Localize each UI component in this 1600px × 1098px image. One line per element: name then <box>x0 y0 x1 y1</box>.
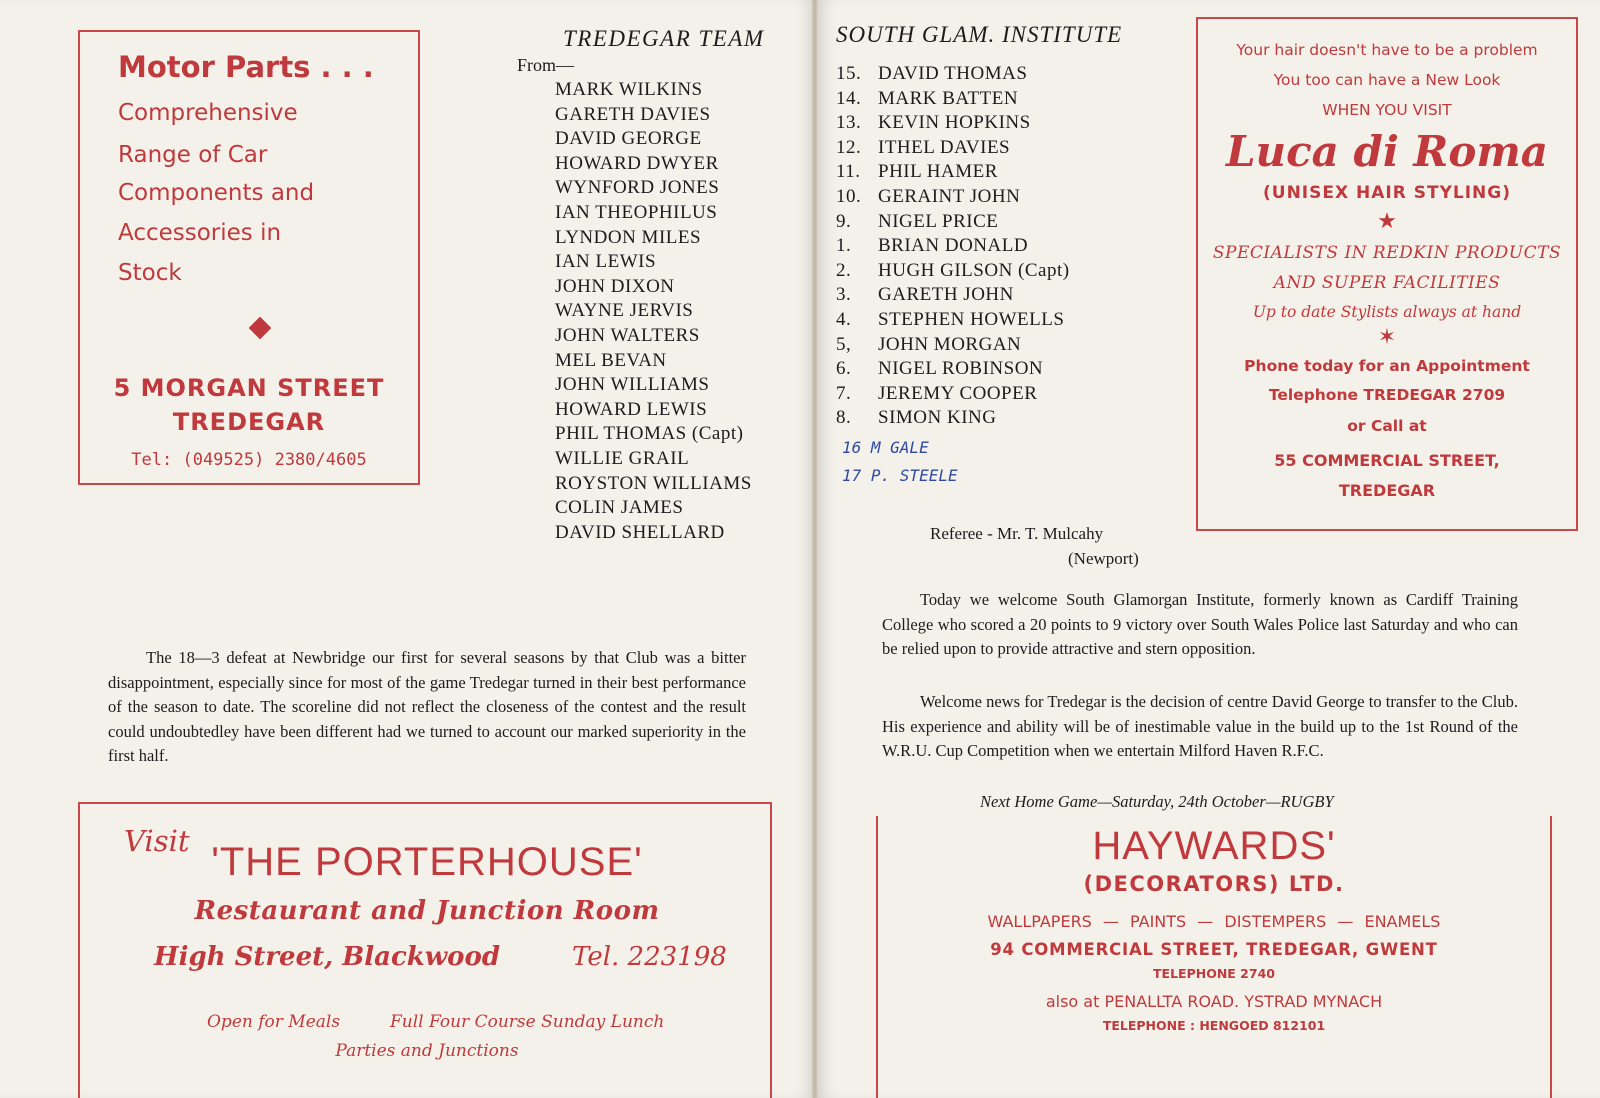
player-number: 11. <box>836 161 861 183</box>
luca-or: or Call at <box>1347 417 1427 435</box>
luca-line-2: You too can have a New Look <box>1273 71 1501 89</box>
tredegar-player: JOHN WILLIAMS <box>555 374 710 396</box>
luca-facilities: AND SUPER FACILITIES <box>1273 273 1501 293</box>
tredegar-player: COLIN JAMES <box>555 497 684 519</box>
motor-parts-line: Components and <box>118 180 315 206</box>
player-number: 8. <box>836 407 852 429</box>
referee-line: Referee - Mr. T. Mulcahy <box>930 524 1104 543</box>
player-number: 7. <box>836 382 852 404</box>
south-glam-player-list <box>836 62 1070 431</box>
referee-club: (Newport) <box>1068 549 1139 568</box>
south-glam-player <box>836 333 1070 358</box>
tredegar-player: LYNDON MILES <box>555 226 702 248</box>
player-name: JEREMY COOPER <box>878 382 1038 404</box>
left-match-report: The 18—3 defeat at Newbridge our first for several seasons by that Club was a bitter disappointment, especially since for most of the game Tredegar turned in their best performance of the season to date. The scoreline did not reflect the closeness of the contest and the result could undoubtedley have been different had we turned to account our marked superiority in the first half. <box>108 648 746 766</box>
tredegar-player: DAVID SHELLARD <box>555 521 725 543</box>
south-glam-player <box>836 283 1070 308</box>
porterhouse-parties: Parties and Junctions <box>335 1041 519 1061</box>
south-glam-player <box>836 308 1070 333</box>
player-number: 6. <box>836 358 852 380</box>
player-name: BRIAN DONALD <box>878 235 1029 257</box>
south-glam-player <box>836 234 1070 259</box>
player-name: HUGH GILSON (Capt) <box>878 259 1070 281</box>
haywards-products: WALLPAPERS — PAINTS — DISTEMPERS — ENAMELS <box>987 912 1441 931</box>
player-name: ITHEL DAVIES <box>878 136 1011 158</box>
player-number: 14. <box>836 87 862 109</box>
player-number: 9. <box>836 210 852 232</box>
player-name: JOHN MORGAN <box>878 333 1022 355</box>
tredegar-player: ROYSTON WILLIAMS <box>555 472 752 494</box>
south-glam-player <box>836 210 1070 235</box>
tredegar-team-title: TREDEGAR TEAM <box>563 26 765 51</box>
motor-parts-tel: Tel: (049525) 2380/4605 <box>131 450 367 470</box>
tredegar-from: From— <box>517 55 575 75</box>
porterhouse-subtitle: Restaurant and Junction Room <box>194 896 660 926</box>
handwritten-sub-17: 17 P. STEELE <box>842 466 958 485</box>
motor-parts-address-1: 5 MORGAN STREET <box>113 374 385 402</box>
tredegar-player: IAN LEWIS <box>555 251 657 273</box>
tredegar-player: MARK WILKINS <box>555 79 703 100</box>
motor-parts-line: Range of Car <box>118 142 268 168</box>
porterhouse-visit: Visit <box>124 824 190 858</box>
player-name: STEPHEN HOWELLS <box>878 308 1065 330</box>
motor-parts-line: Comprehensive <box>118 100 298 126</box>
player-number: 15. <box>836 63 862 84</box>
luca-specialists: SPECIALISTS IN REDKIN PRODUCTS <box>1212 243 1562 263</box>
haywards-ad <box>876 816 1552 1098</box>
haywards-address: 94 COMMERCIAL STREET, TREDEGAR, GWENT <box>990 940 1438 959</box>
south-glam-player <box>836 87 1070 112</box>
right-report-p2: Welcome news for Tredegar is the decision of centre David George to transfer to the Club. His experience and ability will be of inestimable value in the build up to the 1st Round of the W.R.U. Cup Competition when we entertain Milford Haven R.F.C. <box>882 692 1518 761</box>
luca-line-3: WHEN YOU VISIT <box>1322 101 1452 119</box>
haywards-branch-telephone: TELEPHONE : HENGOED 812101 <box>1102 1018 1326 1033</box>
tredegar-player: MEL BEVAN <box>555 349 667 371</box>
motor-parts-address-2: TREDEGAR <box>172 408 326 436</box>
porterhouse-address: High Street, Blackwood <box>154 942 501 972</box>
luca-phone-2: Telephone TREDEGAR 2709 <box>1268 386 1506 404</box>
motor-parts-title: Motor Parts . . . <box>118 50 374 84</box>
star-icon: ✶ <box>1377 325 1397 350</box>
south-glam-title: SOUTH GLAM. INSTITUTE <box>836 22 1123 47</box>
tredegar-player: DAVID GEORGE <box>555 128 702 150</box>
tredegar-player: PHIL THOMAS (Capt) <box>555 423 744 445</box>
tredegar-player: JOHN DIXON <box>555 275 675 297</box>
tredegar-player: HOWARD LEWIS <box>555 398 708 420</box>
porterhouse-lunch: Full Four Course Sunday Lunch <box>390 1012 665 1032</box>
player-number: 5, <box>836 333 852 355</box>
porterhouse-tel: Tel. 223198 <box>572 942 727 972</box>
south-glam-player <box>836 160 1070 185</box>
south-glam-player <box>836 136 1070 161</box>
tredegar-player: IAN THEOPHILUS <box>555 201 718 223</box>
luca-di-roma-ad <box>1196 17 1578 531</box>
player-number: 3. <box>836 284 852 306</box>
luca-subtitle: (UNISEX HAIR STYLING) <box>1263 183 1511 203</box>
player-number: 12. <box>836 136 862 158</box>
porterhouse-ad <box>78 802 772 1098</box>
player-number: 2. <box>836 259 852 281</box>
player-name: PHIL HAMER <box>878 161 998 183</box>
player-number: 10. <box>836 185 862 207</box>
player-name: GARETH JOHN <box>878 284 1014 306</box>
motor-parts-line: Accessories in <box>118 220 282 246</box>
south-glam-player <box>836 111 1070 136</box>
next-home-game: Next Home Game—Saturday, 24th October—RUGBY <box>980 792 1334 811</box>
spine-fold <box>812 0 818 1098</box>
south-glam-player <box>836 406 1070 431</box>
south-glam-player <box>836 259 1070 284</box>
player-number: 1. <box>836 235 852 257</box>
tredegar-player: WYNFORD JONES <box>555 177 720 199</box>
tredegar-player: JOHN WALTERS <box>555 324 700 346</box>
player-name: NIGEL PRICE <box>878 210 999 232</box>
south-glam-player <box>836 382 1070 407</box>
south-glam-player <box>836 357 1070 382</box>
haywards-telephone: TELEPHONE 2740 <box>1153 966 1275 981</box>
haywards-subtitle: (DECORATORS) LTD. <box>1083 872 1345 896</box>
south-glam-player <box>836 62 1070 87</box>
diamond-icon <box>249 317 272 340</box>
player-number: 4. <box>836 308 852 330</box>
star-icon: ★ <box>1377 209 1397 234</box>
right-report-p1: Today we welcome South Glamorgan Institute, formerly known as Cardiff Training College who scored a 20 points to 9 victory over South Wales Police last Saturday and who can be relied upon to provide attractive and stern opposition. <box>882 590 1518 659</box>
tredegar-player: WILLIE GRAIL <box>555 447 690 469</box>
player-name: GERAINT JOHN <box>878 185 1021 207</box>
porterhouse-open: Open for Meals <box>207 1012 341 1032</box>
luca-address-1: 55 COMMERCIAL STREET, <box>1274 451 1500 470</box>
tredegar-player: WAYNE JERVIS <box>555 300 694 322</box>
player-name: NIGEL ROBINSON <box>878 358 1044 380</box>
player-name: DAVID THOMAS <box>878 63 1028 84</box>
tredegar-player-list <box>555 78 752 545</box>
player-name: KEVIN HOPKINS <box>878 112 1031 134</box>
player-name: MARK BATTEN <box>878 87 1019 109</box>
player-name: SIMON KING <box>878 407 997 429</box>
handwritten-sub-16: 16 M GALE <box>842 438 929 457</box>
luca-name: Luca di Roma <box>1226 127 1548 176</box>
haywards-branch: also at PENALLTA ROAD. YSTRAD MYNACH <box>1045 992 1383 1011</box>
tredegar-player: HOWARD DWYER <box>555 152 719 174</box>
tredegar-player: GARETH DAVIES <box>555 103 711 125</box>
luca-line-1: Your hair doesn't have to be a problem <box>1236 41 1538 59</box>
motor-parts-ad <box>78 30 420 485</box>
haywards-name: HAYWARDS' <box>1092 824 1336 868</box>
motor-parts-line: Stock <box>118 260 182 286</box>
luca-phone-1: Phone today for an Appointment <box>1244 357 1530 375</box>
luca-stylists: Up to date Stylists always at hand <box>1252 303 1522 321</box>
south-glam-player <box>836 185 1070 210</box>
porterhouse-name: 'THE PORTERHOUSE' <box>211 840 643 884</box>
player-number: 13. <box>836 112 862 134</box>
luca-address-2: TREDEGAR <box>1338 481 1436 500</box>
